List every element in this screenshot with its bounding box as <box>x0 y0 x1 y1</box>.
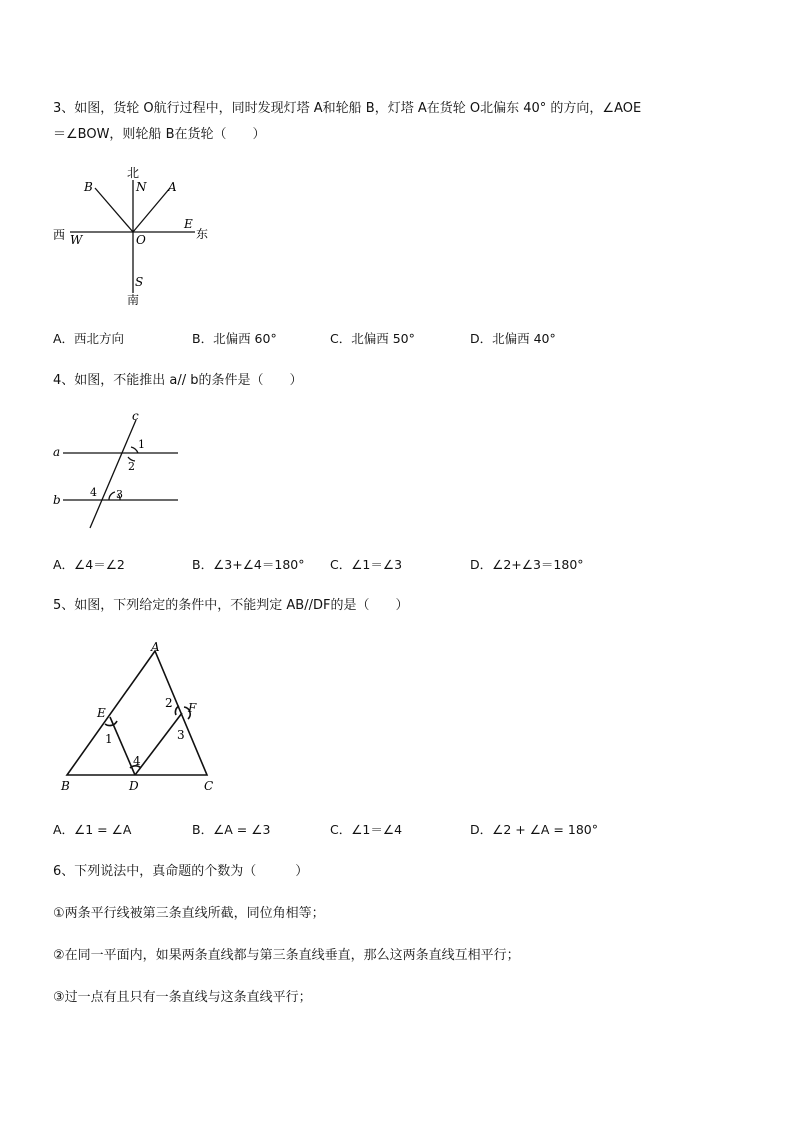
q5-angle2-label: 2 <box>165 696 173 710</box>
q3-text-line1: 3、如图，货轮 O航行过程中，同时发现灯塔 A和轮船 B，灯塔 A在货轮 O北偏东 40° 的方向，∠AOE <box>53 101 642 116</box>
q3-a-label: A <box>168 180 177 194</box>
q5-a-label: A <box>151 640 160 654</box>
q5-d-label: D <box>129 779 139 793</box>
q4-angle1-label: 1 <box>138 438 145 451</box>
q3-north-label: 北 <box>127 166 140 180</box>
q5-c-label: C <box>204 779 214 793</box>
q3-option-c: C．北偏西 50° <box>330 331 415 346</box>
q3-south-label: 南 <box>127 293 140 307</box>
q3-east-label: 东 <box>196 227 209 241</box>
q5-e-label: E <box>97 706 106 720</box>
q6-item-1: ①两条平行线被第三条直线所截，同位角相等； <box>53 906 325 921</box>
q4-angle2-label: 2 <box>128 460 135 473</box>
q4-option-a: A．∠4＝∠2 <box>53 557 125 572</box>
q3-option-a: A．西北方向 <box>53 331 125 346</box>
q6-item-3: ③过一点有且只有一条直线与这条直线平行； <box>53 990 312 1005</box>
q5-angle3-label: 3 <box>177 728 185 742</box>
q5-option-c: C．∠1＝∠4 <box>330 822 403 837</box>
q4-text: 4、如图，不能推出 a// b的条件是（ ） <box>53 373 303 388</box>
q5-angle1-label: 1 <box>105 732 113 746</box>
q4-option-d: D．∠2+∠3＝180° <box>470 557 584 572</box>
q5-f-label: F <box>188 701 197 715</box>
q3-n-label: N <box>136 180 147 194</box>
q4-parallel-lines-figure <box>48 408 188 533</box>
q3-w-label: W <box>70 233 83 247</box>
q3-option-d: D．北偏西 40° <box>470 331 556 346</box>
q3-s-label: S <box>135 275 144 289</box>
q3-compass-figure <box>50 160 220 310</box>
q4-a-label: a <box>53 445 61 459</box>
q4-option-c: C．∠1＝∠3 <box>330 557 403 572</box>
q5-text: 5、如图，下列给定的条件中，不能判定 AB//DF的是（ ） <box>53 598 409 613</box>
q5-option-d: D．∠2 + ∠A = 180° <box>470 822 598 837</box>
q4-option-b: B．∠3+∠4＝180° <box>192 557 305 572</box>
q3-b-label: B <box>84 180 93 194</box>
q3-west-label: 西 <box>53 228 66 242</box>
q3-o-label: O <box>136 233 146 247</box>
q6-item-2: ②在同一平面内，如果两条直线都与第三条直线垂直，那么这两条直线互相平行； <box>53 948 520 963</box>
q3-text-line2: ＝∠BOW，则轮船 B在货轮（ ） <box>53 127 266 142</box>
q5-option-a: A．∠1 = ∠A <box>53 822 132 837</box>
q4-angle4-label: 4 <box>90 486 97 499</box>
q5-triangle-figure <box>55 635 225 800</box>
q4-angle3-label: 3 <box>116 488 123 501</box>
q3-e-label: E <box>184 217 193 231</box>
q6-text: 6、下列说法中，真命题的个数为（ ） <box>53 864 309 879</box>
q4-c-label: c <box>132 409 139 423</box>
q5-option-b: B．∠A = ∠3 <box>192 822 271 837</box>
q4-b-label: b <box>53 493 61 507</box>
q5-b-label: B <box>61 779 70 793</box>
q5-angle4-label: 4 <box>133 754 141 768</box>
q3-option-b: B．北偏西 60° <box>192 331 277 346</box>
